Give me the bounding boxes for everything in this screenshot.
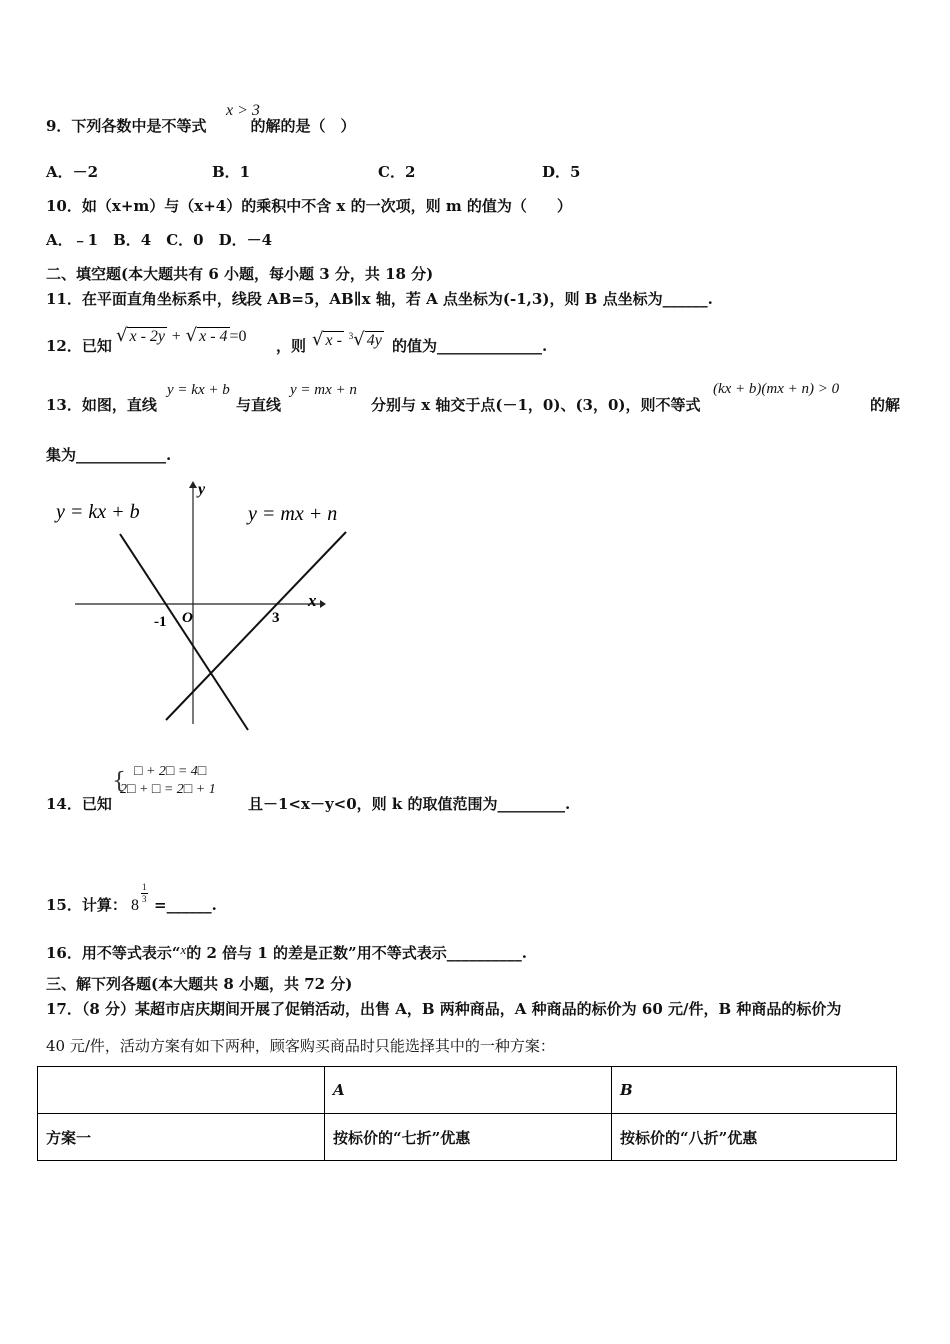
q16-variable: x bbox=[180, 942, 187, 957]
q9-prefix: 9．下列各数中是不等式 bbox=[46, 117, 207, 135]
table-header-b: B bbox=[620, 1081, 633, 1099]
q14-equation-1: □ + 2□ = 4□ bbox=[134, 764, 207, 779]
q13-line-2-text: 集为____________. bbox=[46, 446, 172, 464]
q12-equals-zero: =0 bbox=[229, 328, 247, 345]
sqrt-icon: √ bbox=[312, 329, 324, 350]
q14-equation-2: 2□ + □ = 2□ + 1 bbox=[120, 782, 216, 797]
q17-line-2: 40 元/件，活动方案有如下两种，顾客购买商品时只能选择其中的一种方案： bbox=[46, 1037, 555, 1055]
q12-stem bbox=[46, 336, 112, 356]
q13-suffix: 的解 bbox=[870, 396, 901, 414]
q12-then: ，则 bbox=[276, 337, 307, 355]
table-header-cell bbox=[325, 1067, 612, 1114]
table-header-a: A bbox=[333, 1081, 345, 1099]
q10-options: A．﹣1 B．4 C．0 D．－4 bbox=[46, 231, 273, 249]
q16-stem bbox=[46, 940, 527, 963]
q16-suffix: 的 2 倍与 1 的差是正数”用不等式表示__________. bbox=[186, 944, 527, 962]
brace-icon: { bbox=[112, 769, 126, 794]
q13-prefix: 13．如图，直线 bbox=[46, 396, 157, 414]
q17-line-1: 17．（8 分）某超市店庆期间开展了促销活动，出售 A，B 两种商品，A 种商品的标价为 60 元/件，B 种商品的标价为 bbox=[46, 1000, 842, 1018]
q13-line-1: y = kx + b bbox=[167, 382, 230, 398]
q9-stem bbox=[46, 116, 355, 136]
q12-prefix: 12．已知 bbox=[46, 337, 112, 355]
q12-cube-index: 3 bbox=[348, 331, 354, 341]
table-cell: 方案一 bbox=[38, 1114, 325, 1161]
graph-label-right: y = mx + n bbox=[248, 503, 338, 525]
sqrt-icon: √ bbox=[116, 325, 128, 346]
table-cell: 按标价的“八折”优惠 bbox=[612, 1114, 897, 1161]
q11-stem: 11．在平面直角坐标系中，线段 AB=5，AB∥x 轴，若 A 点坐标为(-1,3)，则 B 点坐标为______. bbox=[46, 290, 713, 308]
q15-suffix: =______. bbox=[154, 896, 217, 914]
q14-prefix: 14．已知 bbox=[46, 795, 112, 813]
table-row bbox=[38, 1067, 897, 1114]
q12-expression bbox=[312, 326, 384, 351]
q15-prefix: 15．计算： bbox=[46, 896, 127, 914]
q16-prefix: 16．用不等式表示“ bbox=[46, 944, 181, 962]
table-cell: 按标价的“七折”优惠 bbox=[325, 1114, 612, 1161]
q9-suffix: 的解的是（ ） bbox=[250, 117, 356, 135]
table-header-cell bbox=[38, 1067, 325, 1114]
q12-plus: + bbox=[171, 328, 181, 345]
q12-radicand-1: x - 2y bbox=[129, 328, 166, 345]
sqrt-icon: √ bbox=[185, 325, 198, 346]
q13-graph bbox=[50, 478, 360, 738]
section-2-heading: 二、填空题(本大题共有 6 小题，每小题 3 分，共 18 分) bbox=[46, 265, 434, 283]
q12-equation bbox=[116, 326, 247, 347]
q10-stem: 10．如（x+m）与（x+4）的乘积中不含 x 的一次项，则 m 的值为（ ） bbox=[46, 197, 572, 215]
q15-base: 8 bbox=[131, 897, 139, 914]
cube-root-icon: √ bbox=[353, 329, 365, 350]
q17-table bbox=[37, 1066, 897, 1161]
q13-mid-1: 与直线 bbox=[236, 396, 282, 414]
q9-option-a: A．－2 bbox=[46, 163, 99, 181]
q12-radicand-3: x - bbox=[325, 332, 342, 349]
table-header-cell bbox=[612, 1067, 897, 1114]
q13-inequality: (kx + b)(mx + n) > 0 bbox=[713, 381, 840, 397]
q9-option-b: B．1 bbox=[212, 163, 251, 181]
q13-line-2: y = mx + n bbox=[290, 382, 357, 398]
section-3-heading: 三、解下列各题(本大题共 8 小题，共 72 分) bbox=[46, 975, 353, 993]
x-axis-arrow-icon bbox=[320, 600, 326, 608]
q15-exp-num: 1 bbox=[142, 882, 147, 892]
graph-axis-x: x bbox=[308, 591, 317, 610]
q12-suffix: 的值为______________. bbox=[392, 337, 548, 355]
graph-tick-neg: -1 bbox=[154, 614, 167, 630]
graph-origin: O bbox=[182, 610, 193, 626]
q14-suffix: 且－1<x－y<0，则 k 的取值范围为_________. bbox=[248, 795, 571, 813]
table-row bbox=[38, 1114, 897, 1161]
q9-inequality: x > 3 bbox=[226, 102, 260, 119]
q9-option-d: D．5 bbox=[542, 163, 581, 181]
q9-option-c: C．2 bbox=[378, 163, 416, 181]
y-axis-arrow-icon bbox=[189, 481, 197, 488]
graph-label-left: y = kx + b bbox=[56, 501, 140, 523]
q15-exp-den: 3 bbox=[142, 894, 147, 904]
q12-radicand-4: 4y bbox=[366, 332, 382, 349]
graph-axis-y: y bbox=[198, 481, 206, 498]
q13-mid-2: 分别与 x 轴交于点(－1，0)、(3，0)，则不等式 bbox=[371, 396, 701, 414]
graph-tick-pos: 3 bbox=[272, 610, 280, 626]
q12-radicand-2: x - 4 bbox=[199, 328, 228, 345]
